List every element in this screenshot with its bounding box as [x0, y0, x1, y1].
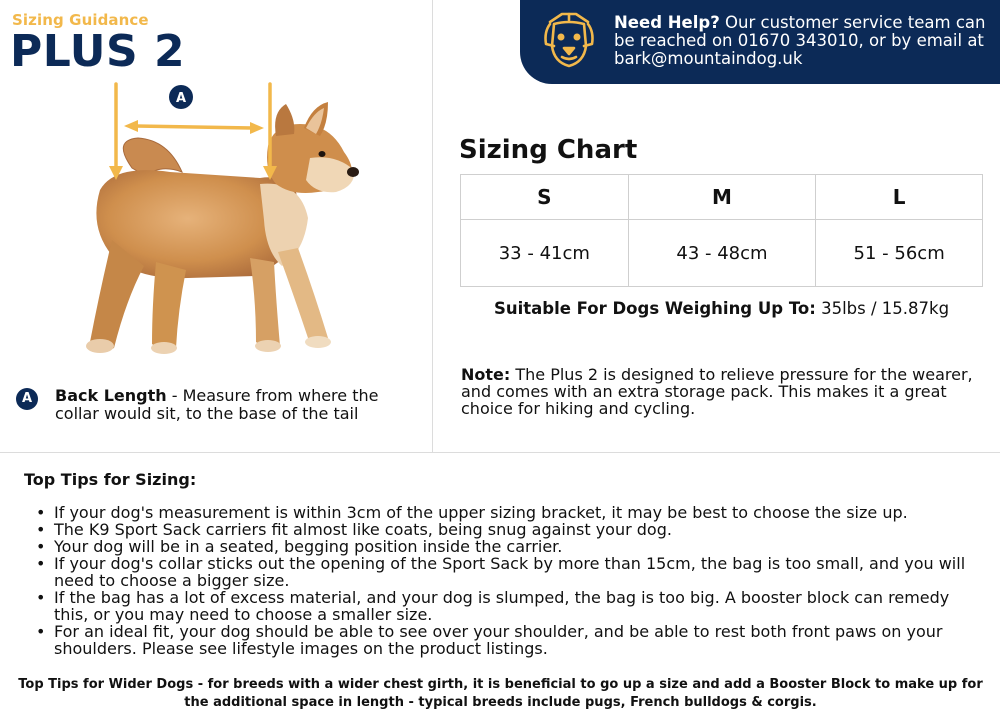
marker-a-label: A — [175, 91, 187, 106]
size-header-m: M — [628, 175, 816, 220]
table-row — [461, 220, 983, 287]
vertical-divider — [432, 0, 433, 452]
weight-value: 35lbs / 15.87kg — [815, 299, 950, 318]
size-header-l: L — [816, 175, 983, 220]
dog-face-icon — [540, 10, 598, 70]
legend-marker: A — [16, 388, 38, 410]
page-title: PLUS 2 — [10, 26, 186, 77]
wider-dogs-tip: Top Tips for Wider Dogs - for breeds with a wider chest girth, it is beneficial to go up a size and add a Booster Block to make up for the additional space in length - typical breeds include pugs, French bulldogs & corgis. — [18, 677, 983, 710]
help-text — [614, 14, 994, 68]
tips-heading: Top Tips for Sizing: — [24, 470, 197, 489]
list-item: • Your dog will be in a seated, begging position inside the carrier. — [54, 538, 974, 555]
eyebrow-heading: Sizing Guidance — [12, 11, 149, 29]
product-note — [461, 366, 991, 417]
list-item: • For an ideal fit, your dog should be able to see over your shoulder, and be able to rest both front paws on your shoulders. Please see lifestyle images on the product listings. — [54, 623, 974, 657]
dog-diagram — [60, 80, 380, 370]
list-item: • The K9 Sport Sack carriers fit almost like coats, being snug against your dog. — [54, 521, 974, 538]
dog-illustration — [86, 102, 359, 354]
table-header-row — [461, 175, 983, 220]
help-lead: Need Help? — [614, 13, 720, 32]
size-range-m: 43 - 48cm — [628, 220, 816, 287]
size-header-s: S — [461, 175, 629, 220]
legend-desc: - Measure from where the collar would sit, to the base of the tail — [55, 386, 379, 423]
sizing-chart-title: Sizing Chart — [459, 135, 638, 165]
sizing-table — [460, 174, 983, 287]
legend-description — [55, 387, 415, 423]
note-label: Note: — [461, 365, 511, 384]
help-banner — [520, 0, 1000, 84]
note-body: The Plus 2 is designed to relieve pressure for the wearer, and comes with an extra storage pack. This makes it a great choice for hiking and cycling. — [461, 365, 973, 418]
list-item: • If the bag has a lot of excess material, and your dog is slumped, the bag is too big. A booster block can remedy this, or you may need to choose a smaller size. — [54, 589, 974, 623]
legend-term: Back Length — [55, 386, 167, 405]
weight-label: Suitable For Dogs Weighing Up To: — [493, 299, 816, 318]
weight-limit — [460, 299, 983, 318]
size-range-s: 33 - 41cm — [461, 220, 629, 287]
list-item: • If your dog's collar sticks out the opening of the Sport Sack by more than 15cm, the bag is too small, and you will need to choose a bigger size. — [54, 555, 974, 589]
help-contact: Our customer service team can be reached on 01670 343010, or by email at bark@mountaindog.uk — [614, 13, 986, 68]
size-range-l: 51 - 56cm — [816, 220, 983, 287]
horizontal-divider — [0, 452, 1000, 453]
list-item: • If your dog's measurement is within 3cm of the upper sizing bracket, it may be best to choose the size up. — [54, 504, 974, 521]
tips-list — [54, 504, 974, 657]
